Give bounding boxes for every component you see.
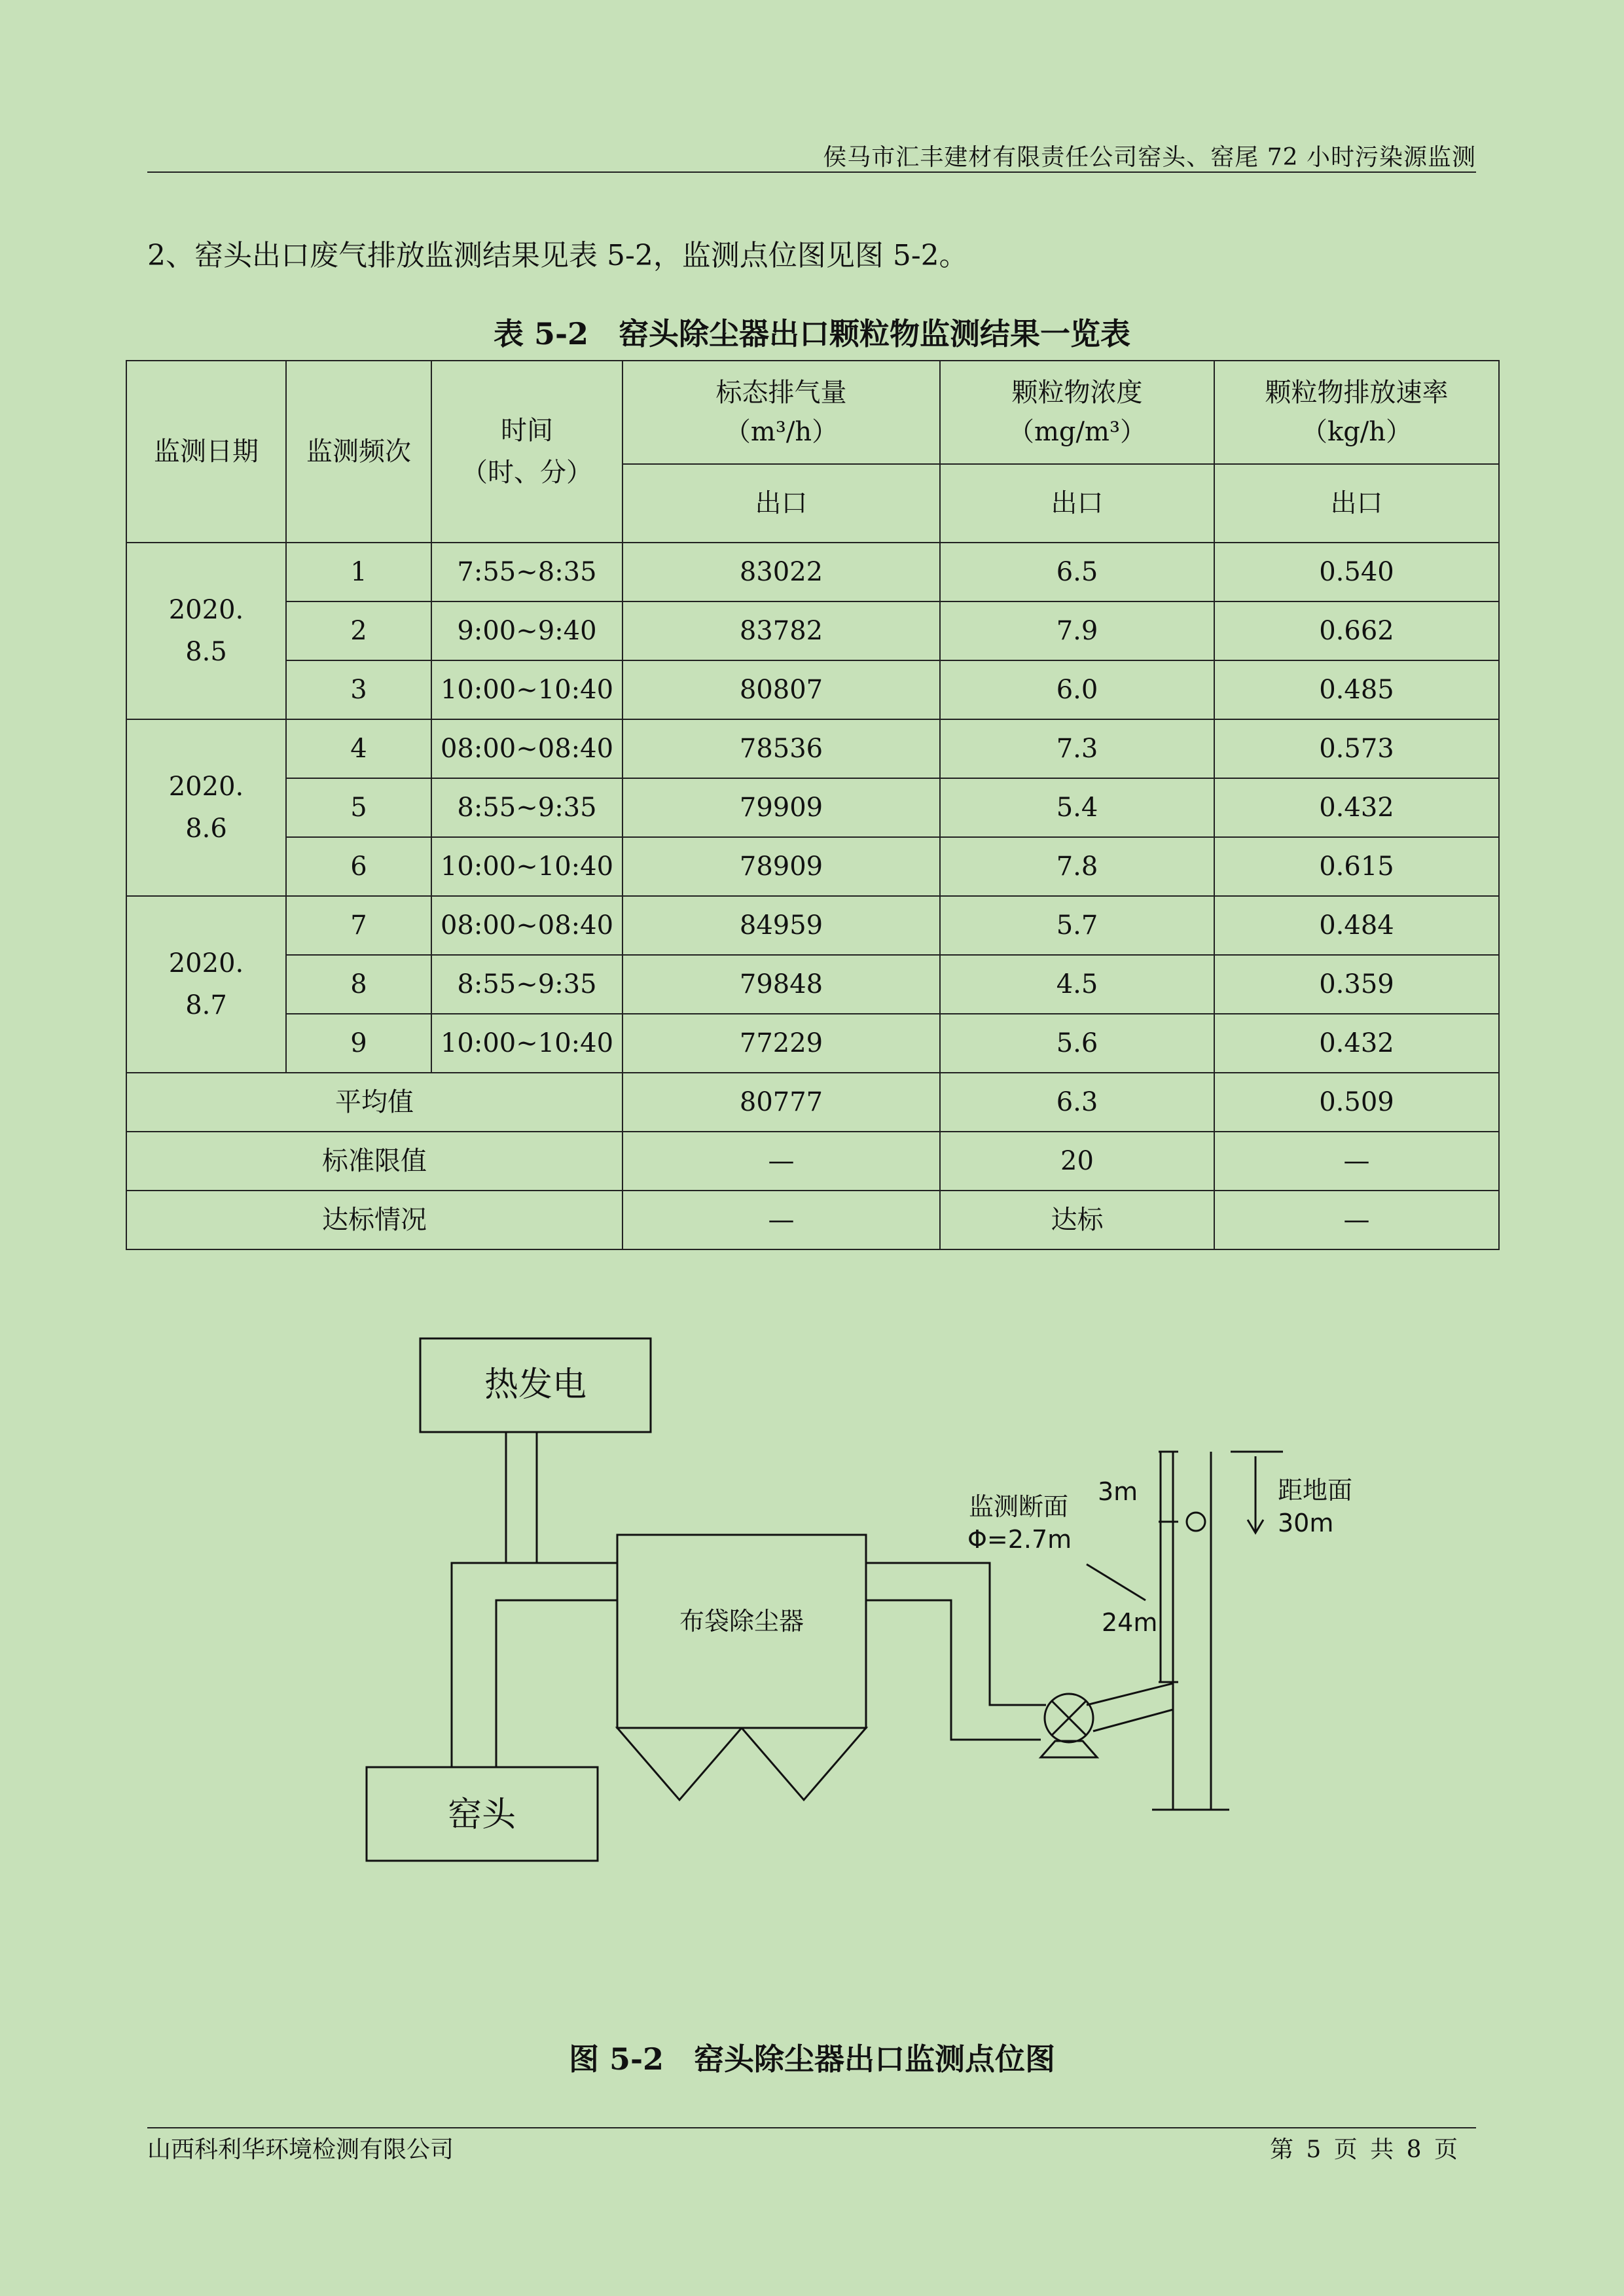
conc-cell: 5.4 xyxy=(940,778,1214,837)
ground-distance-value: 30m xyxy=(1278,1509,1334,1537)
flow-cell: 79909 xyxy=(623,778,940,837)
conc-cell: 5.6 xyxy=(940,1014,1214,1073)
header-flow-label: 标态排气量 xyxy=(715,378,847,408)
flow-cell: 80807 xyxy=(623,660,940,719)
flow-cell: 83782 xyxy=(623,601,940,660)
flow-cell: 78909 xyxy=(623,837,940,896)
rate-cell: 0.615 xyxy=(1214,837,1499,896)
conc-cell: 7.9 xyxy=(940,601,1214,660)
time-cell: 8:55~9:35 xyxy=(431,778,623,837)
rate-cell: 0.485 xyxy=(1214,660,1499,719)
freq-cell: 9 xyxy=(286,1014,431,1073)
header-rate-unit: （kg/h） xyxy=(1301,417,1413,447)
header-frequency: 监测频次 xyxy=(286,361,431,543)
rate-cell: 0.540 xyxy=(1214,543,1499,601)
rate-cell: 0.509 xyxy=(1214,1073,1499,1132)
dimension-24m-label: 24m xyxy=(1102,1608,1158,1637)
dust-collector-label: 布袋除尘器 xyxy=(679,1607,804,1636)
header-outlet-flow: 出口 xyxy=(623,464,940,543)
flow-cell: — xyxy=(623,1132,940,1191)
hopper-right xyxy=(742,1728,866,1800)
freq-cell: 4 xyxy=(286,719,431,778)
summary-label: 达标情况 xyxy=(126,1191,623,1249)
conc-cell: 6.0 xyxy=(940,660,1214,719)
ground-distance-label: 距地面 xyxy=(1278,1476,1353,1505)
rate-cell: — xyxy=(1214,1191,1499,1249)
rate-cell: 0.573 xyxy=(1214,719,1499,778)
footer-page-number: 第 5 页 共 8 页 xyxy=(1269,2136,1460,2163)
rate-cell: 0.662 xyxy=(1214,601,1499,660)
flow-cell: 84959 xyxy=(623,896,940,955)
conc-cell: 5.7 xyxy=(940,896,1214,955)
header-time-unit: （时、分） xyxy=(461,457,592,488)
time-cell: 10:00~10:40 xyxy=(431,837,623,896)
freq-cell: 5 xyxy=(286,778,431,837)
table-caption: 表 5-2 窑头除尘器出口颗粒物监测结果一览表 xyxy=(493,316,1131,351)
time-cell: 08:00~08:40 xyxy=(431,896,623,955)
flow-cell: 78536 xyxy=(623,719,940,778)
flow-cell: — xyxy=(623,1191,940,1249)
power-generation-label: 热发电 xyxy=(484,1365,587,1405)
freq-cell: 1 xyxy=(286,543,431,601)
monitoring-section-label: 监测断面 xyxy=(969,1492,1069,1521)
freq-cell: 6 xyxy=(286,837,431,896)
rate-cell: 0.359 xyxy=(1214,955,1499,1014)
page-header-title: 侯马市汇丰建材有限责任公司窑头、窑尾 72 小时污染源监测 xyxy=(823,144,1476,171)
leader-line xyxy=(1087,1564,1146,1600)
dimension-3m-label: 3m xyxy=(1098,1477,1138,1506)
freq-cell: 8 xyxy=(286,955,431,1014)
date-line1: 2020. xyxy=(168,948,244,978)
conc-cell: 7.8 xyxy=(940,837,1214,896)
date-line1: 2020. xyxy=(168,595,244,625)
fan-base xyxy=(1041,1741,1097,1757)
date-line2: 8.6 xyxy=(185,814,227,844)
conc-cell: 达标 xyxy=(940,1191,1214,1249)
time-cell: 10:00~10:40 xyxy=(431,660,623,719)
duct-line xyxy=(496,1600,617,1767)
summary-label: 标准限值 xyxy=(126,1132,623,1191)
date-line1: 2020. xyxy=(168,772,244,802)
rate-cell: 0.432 xyxy=(1214,778,1499,837)
rate-cell: — xyxy=(1214,1132,1499,1191)
date-line2: 8.7 xyxy=(185,990,227,1020)
header-date: 监测日期 xyxy=(126,361,286,543)
hopper-left xyxy=(617,1728,742,1800)
header-rate-label: 颗粒物排放速率 xyxy=(1265,378,1449,408)
rate-cell: 0.484 xyxy=(1214,896,1499,955)
summary-label: 平均值 xyxy=(126,1073,623,1132)
freq-cell: 2 xyxy=(286,601,431,660)
conc-cell: 4.5 xyxy=(940,955,1214,1014)
kiln-head-label: 窑头 xyxy=(447,1795,516,1835)
conc-cell: 6.5 xyxy=(940,543,1214,601)
freq-cell: 7 xyxy=(286,896,431,955)
time-cell: 9:00~9:40 xyxy=(431,601,623,660)
rate-cell: 0.432 xyxy=(1214,1014,1499,1073)
figure-caption: 图 5-2 窑头除尘器出口监测点位图 xyxy=(568,2041,1056,2077)
header-outlet-rate: 出口 xyxy=(1214,464,1499,543)
time-cell: 08:00~08:40 xyxy=(431,719,623,778)
header-outlet-conc: 出口 xyxy=(940,464,1214,543)
monitoring-port-icon xyxy=(1187,1513,1205,1531)
duct-line xyxy=(866,1600,1041,1740)
date-line2: 8.5 xyxy=(185,637,227,667)
header-flow-unit: （m³/h） xyxy=(724,417,839,447)
flow-cell: 83022 xyxy=(623,543,940,601)
footer-divider xyxy=(147,2127,1476,2128)
footer-company: 山西科利华环境检测有限公司 xyxy=(147,2136,454,2163)
conc-cell: 20 xyxy=(940,1132,1214,1191)
header-time-label: 时间 xyxy=(501,416,553,446)
duct-line xyxy=(452,1563,617,1767)
conc-cell: 6.3 xyxy=(940,1073,1214,1132)
header-conc-label: 颗粒物浓度 xyxy=(1011,378,1143,408)
time-cell: 8:55~9:35 xyxy=(431,955,623,1014)
freq-cell: 3 xyxy=(286,660,431,719)
time-cell: 7:55~8:35 xyxy=(431,543,623,601)
duct-line xyxy=(866,1563,1046,1705)
intro-paragraph: 2、窑头出口废气排放监测结果见表 5-2，监测点位图见图 5-2。 xyxy=(147,239,968,272)
flow-cell: 77229 xyxy=(623,1014,940,1073)
flow-cell: 79848 xyxy=(623,955,940,1014)
time-cell: 10:00~10:40 xyxy=(431,1014,623,1073)
diameter-label: Φ=2.7m xyxy=(967,1525,1072,1554)
flow-cell: 80777 xyxy=(623,1073,940,1132)
header-conc-unit: （mg/m³） xyxy=(1008,417,1146,447)
conc-cell: 7.3 xyxy=(940,719,1214,778)
